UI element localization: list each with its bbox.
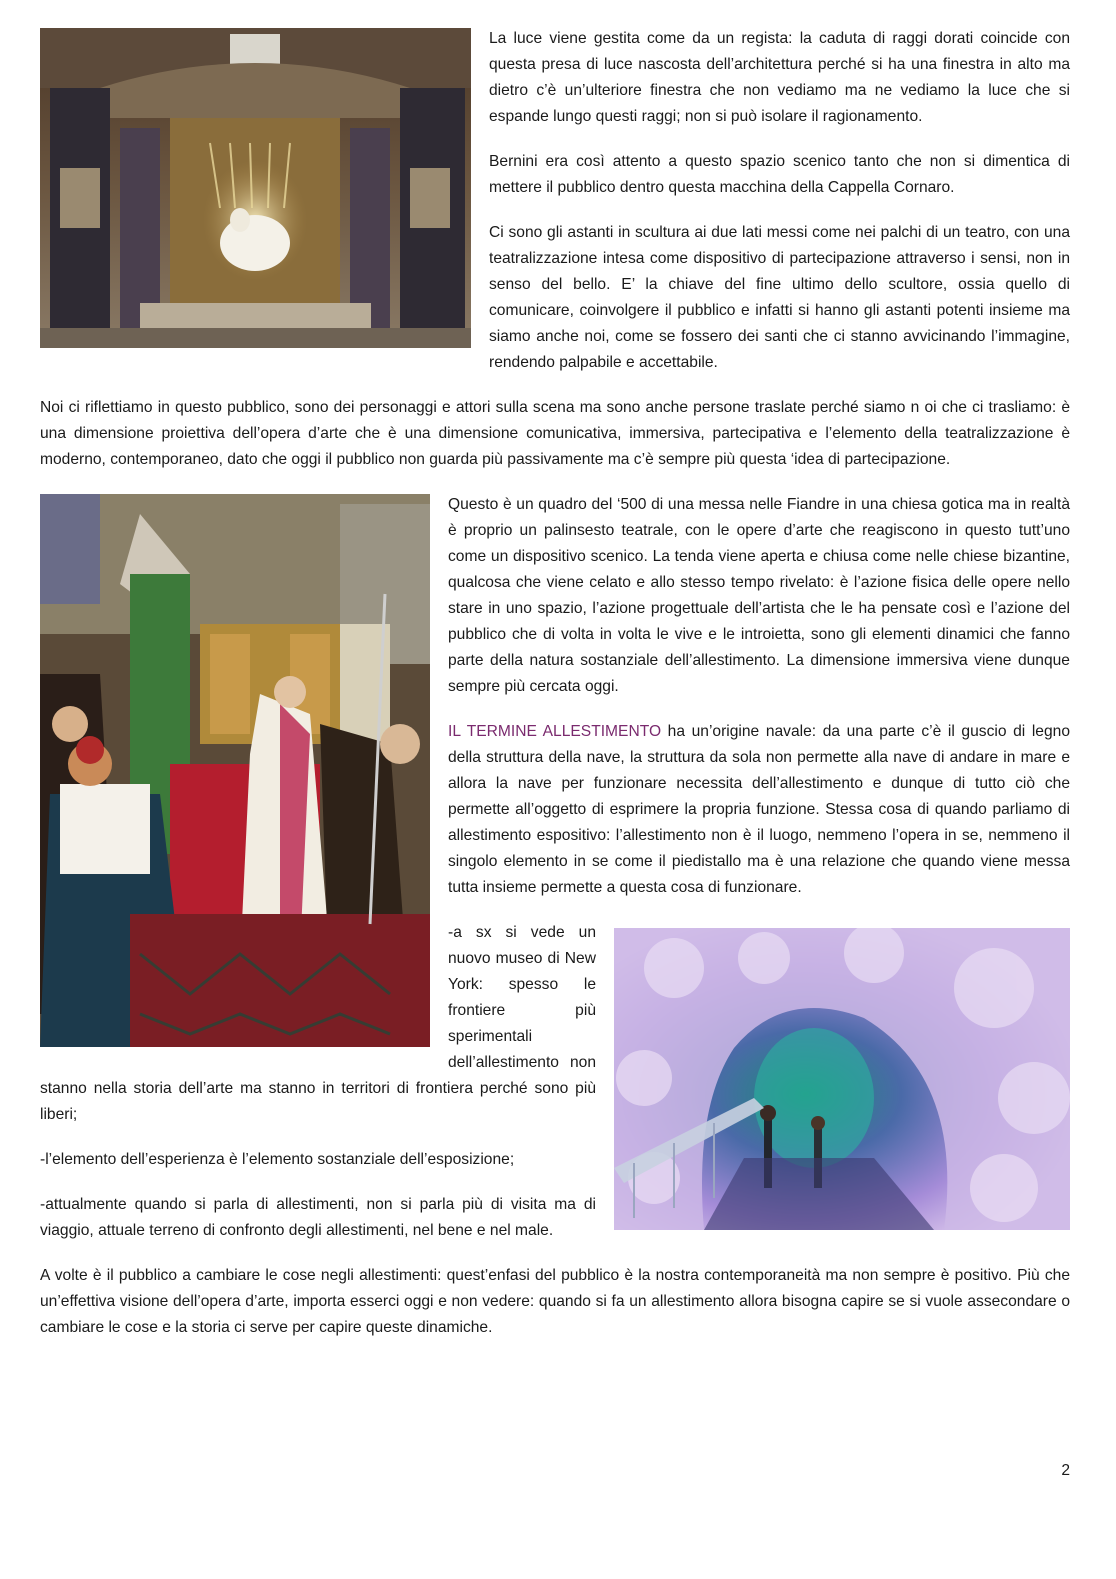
paragraph-contemporaneita: A volte è il pubblico a cambiare le cose negli allestimenti: quest’enfasi del pubblico è la nostra contemporaneità ma non sempre è positivo. Più che un’effettiva visione dell’opera d’arte, importa esserci oggi e non vedere: quando si fa un allestimento allora bisogna capire se si vuole assecondare o cambiare le cose e la storia ci serve per capire queste dinamiche.: [40, 1267, 1070, 1336]
paragraph-viaggio: -attualmente quando si parla di allestimenti, non si parla più di visita ma di viaggio, attuale terreno di confronto degli allestimenti, nel bene e nel male.: [40, 1196, 596, 1239]
flemish-mass-painting-image: [40, 494, 430, 1047]
paragraph-esperienza: -l’elemento dell’esperienza è l’elemento sostanziale dell’esposizione;: [40, 1151, 515, 1168]
paragraph-new-york: -a sx si vede un nuovo museo di New York: spesso le frontiere più sperimentali dell’allestimento non stanno nella storia dell’arte ma stanno in territori di frontiera perché sono più liberi;: [40, 924, 596, 1123]
paragraph-astanti: Ci sono gli astanti in scultura ai due lati messi come nei palchi di un teatro, con una teatralizzazione intesa come dispositivo di partecipazione attraverso i sensi, non in senso del bello. E’ la chiave del fine ultimo dello scultore, ossia quello di comunicare, coinvolgere il pubblico e infatti si hanno gli astanti potenti insieme ma siamo anche noi, come se fossero dei santi che ci stanno avvicinando l’immagine, rendendo palpabile e accettabile.: [489, 224, 1070, 371]
allestimento-body: ha un’origine navale: da una parte c’è il guscio di legno della struttura della nave, la struttura da sola non permette alla nave di andare in mare e allora la nave per funzionare necessita dell’allestimento e dunque di tutto ciò che permette all’oggetto di esprimere la propria funzione. Stessa cosa di quando parliamo di allestimento espositivo: l’allestimento non è il luogo, nemmeno l’opera in se, nemmeno il singolo elemento in se come il piedistallo ma è una relazione che quando viene messa tutta insieme permette a questa cosa di funzionare.: [448, 723, 1070, 896]
paragraph-quadro: Questo è un quadro del ‘500 di una messa nelle Fiandre in una chiesa gotica ma in realtà è proprio un palinsesto teatrale, con le opere d’arte che reagiscono in questo tutt’uno come un dispositivo scenico. La tenda viene aperta e chiusa come nelle chiese bizantine, qualcosa che viene celato e allo stesso tempo rivelato: è l’azione fisica delle opere nello stare in uno spazio, l’azione progettuale dell’artista che le ha pensate così e l’azione del pubblico che di volta in volta le vive e le introietta, sono gli elementi dinamici che fanno parte della natura sostanziale dell’allestimento. La dimensione immersiva viene dunque sempre più cercata oggi.: [448, 496, 1070, 695]
immersive-museum-image: [614, 928, 1070, 1230]
paragraph-light: La luce viene gestita come da un regista: la caduta di raggi dorati coincide con questa presa di luce nascosta dell’architettura perché si ha una finestra in alto ma dietro c’è un’ulteriore finestra che non vediamo ma ne vediamo la luce che si espande lungo questi raggi; non si può isolare il ragionamento.: [489, 30, 1070, 125]
page-number: 2: [1061, 1462, 1070, 1479]
paragraph-pubblico: Noi ci riflettiamo in questo pubblico, sono dei personaggi e attori sulla scena ma sono anche persone traslate perché siamo n oi che ci trasliamo: è una dimensione proiettiva dell’opera d’arte che è una dimensione comunicativa, immersiva, partecipativa e l’elemento della teatralizzazione è moderno, contemporaneo, dato che oggi il pubblico non guarda più passivamente ma c’è sempre più questa ‘idea di partecipazione.: [40, 399, 1070, 468]
cornaro-chapel-image: [40, 28, 471, 348]
allestimento-heading: IL TERMINE ALLESTIMENTO: [448, 723, 662, 740]
paragraph-bernini: Bernini era così attento a questo spazio scenico tanto che non si dimentica di mettere il pubblico dentro questa macchina della Cappella Cornaro.: [489, 153, 1070, 196]
document-page: [40, 26, 1070, 1360]
